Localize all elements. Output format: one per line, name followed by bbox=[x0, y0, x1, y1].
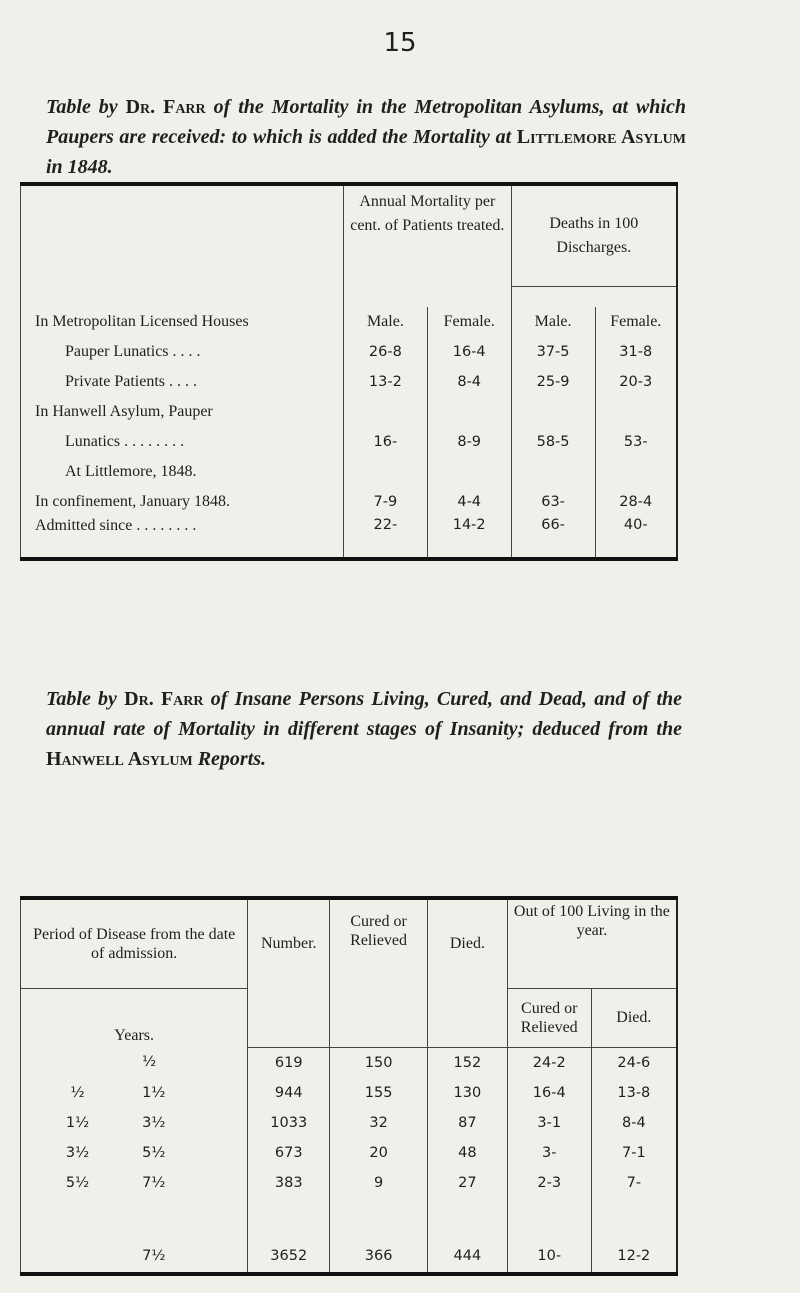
table2-title-part3: Reports. bbox=[192, 748, 267, 770]
cell-deaths-male: 58-5 bbox=[511, 427, 595, 457]
cell-pct-died: 24-6 bbox=[591, 1047, 677, 1078]
table1-title bbox=[46, 92, 686, 182]
cell-cured: 20 bbox=[330, 1138, 428, 1168]
table-row bbox=[21, 457, 678, 487]
cell-number: 619 bbox=[248, 1047, 330, 1078]
row-label: At Littlemore, 1848. bbox=[21, 457, 344, 487]
cell-pct-died: 7- bbox=[591, 1168, 677, 1198]
cell-total-pct-died: 12-2 bbox=[591, 1198, 677, 1274]
cell-died: 152 bbox=[428, 1047, 508, 1078]
row-label: In Hanwell Asylum, Pauper bbox=[21, 397, 344, 427]
col-male: Male. bbox=[344, 307, 428, 337]
cell-pct-died: 7-1 bbox=[591, 1138, 677, 1168]
cell-deaths-female: 31-8 bbox=[595, 337, 677, 367]
cell-to: 5½ bbox=[142, 1144, 166, 1161]
table2-title-part2: of Insane Persons Living, Cured, and Dead, and of the annual rate of Mortality in different stages of Insanity; deduced from the bbox=[46, 688, 682, 740]
cell-pct-cured: 16-4 bbox=[507, 1078, 591, 1108]
cell-from: 3½ bbox=[21, 1138, 135, 1168]
row-label: Admitted since . . . . . . . . bbox=[21, 517, 344, 559]
table-row bbox=[21, 1138, 678, 1168]
cell-deaths-male: 66- bbox=[511, 517, 595, 559]
cell-mort-female: 8-4 bbox=[427, 367, 511, 397]
cell-pct-died: 8-4 bbox=[591, 1108, 677, 1138]
subheader-cured: Cured or Relieved bbox=[507, 989, 591, 1048]
table-row bbox=[21, 427, 678, 457]
cell-from: 1½ bbox=[21, 1108, 135, 1138]
cell-died: 87 bbox=[428, 1108, 508, 1138]
cell-mort-female: 4-4 bbox=[427, 487, 511, 517]
cell-deaths-male: 37-5 bbox=[511, 337, 595, 367]
cell-total-number: 3652 bbox=[248, 1198, 330, 1274]
cell-pct-cured: 24-2 bbox=[507, 1047, 591, 1078]
cell-mort-male: 22- bbox=[344, 517, 428, 559]
cell-total-pct-cured: 10- bbox=[507, 1198, 591, 1274]
table-row bbox=[21, 397, 678, 427]
cell-cured: 9 bbox=[330, 1168, 428, 1198]
header-number: Number. bbox=[248, 898, 330, 1047]
page-number: 15 bbox=[383, 28, 417, 58]
table2-title-part1: Table by bbox=[46, 688, 125, 710]
col-female-deaths: Female. bbox=[595, 307, 677, 337]
cell-mort-female: 16-4 bbox=[427, 337, 511, 367]
cell-number: 673 bbox=[248, 1138, 330, 1168]
header-out-of-100: Out of 100 Living in the year. bbox=[507, 898, 677, 989]
cell-to: 7½ bbox=[142, 1174, 166, 1191]
cell-from: 5½ bbox=[21, 1168, 135, 1198]
table-row bbox=[21, 1047, 678, 1078]
header-annual-mortality: Annual Mortality per cent. of Patients treated. bbox=[344, 184, 512, 307]
cell-number: 383 bbox=[248, 1168, 330, 1198]
cell-to: 1½ bbox=[142, 1084, 166, 1101]
cell-died: 130 bbox=[428, 1078, 508, 1108]
cell-number: 1033 bbox=[248, 1108, 330, 1138]
table1-title-place: Littlemore Asylum bbox=[516, 126, 687, 148]
years-label: Years. bbox=[21, 989, 248, 1048]
table1-title-author: Dr. Farr bbox=[125, 96, 206, 118]
cell-mort-male: 13-2 bbox=[344, 367, 428, 397]
table1-title-part2: of the Mortality in the Metropolitan Asylums, at which Paupers are received: to which is added the Mortality at bbox=[46, 96, 686, 148]
cell-pct-cured: 3- bbox=[507, 1138, 591, 1168]
cell-deaths-male: 25-9 bbox=[511, 367, 595, 397]
row-label: Private Patients . . . . bbox=[21, 367, 344, 397]
row-header-label: In Metropolitan Licensed Houses bbox=[21, 307, 344, 337]
cell-from: ½ bbox=[21, 1078, 135, 1108]
table1-title-part1: Table by bbox=[46, 96, 126, 118]
row-label: In confinement, January 1848. bbox=[21, 487, 344, 517]
mortality-table bbox=[20, 182, 678, 561]
table-row bbox=[21, 1168, 678, 1198]
cell-died: 48 bbox=[428, 1138, 508, 1168]
cell-died: 27 bbox=[428, 1168, 508, 1198]
cell-mort-female: 8-9 bbox=[427, 427, 511, 457]
table-row bbox=[21, 487, 678, 517]
insanity-stages-table bbox=[20, 896, 678, 1276]
cell-to: 3½ bbox=[142, 1114, 166, 1131]
cell-total-cured: 366 bbox=[330, 1198, 428, 1274]
cell-total-died: 444 bbox=[428, 1198, 508, 1274]
row-label: Pauper Lunatics . . . . bbox=[21, 337, 344, 367]
table2-title bbox=[46, 684, 682, 774]
table-row bbox=[21, 367, 678, 397]
header-died: Died. bbox=[428, 898, 508, 1047]
cell-mort-male: 16- bbox=[344, 427, 428, 457]
cell-pct-died: 13-8 bbox=[591, 1078, 677, 1108]
cell-cured: 150 bbox=[330, 1047, 428, 1078]
cell-mort-male: 26-8 bbox=[344, 337, 428, 367]
row-label: Lunatics . . . . . . . . bbox=[21, 427, 344, 457]
table-row-total bbox=[21, 1198, 678, 1274]
col-female: Female. bbox=[427, 307, 511, 337]
cell-deaths-female: 40- bbox=[595, 517, 677, 559]
cell-mort-male: 7-9 bbox=[344, 487, 428, 517]
cell-deaths-female: 28-4 bbox=[595, 487, 677, 517]
cell-pct-cured: 3-1 bbox=[507, 1108, 591, 1138]
header-cured-relieved: Cured or Relieved bbox=[330, 898, 428, 1047]
cell-number: 944 bbox=[248, 1078, 330, 1108]
cell-cured: 32 bbox=[330, 1108, 428, 1138]
cell-pct-cured: 2-3 bbox=[507, 1168, 591, 1198]
cell-total-to: 7½ bbox=[142, 1247, 166, 1264]
cell-deaths-female: 53- bbox=[595, 427, 677, 457]
cell-deaths-male: 63- bbox=[511, 487, 595, 517]
cell-cured: 155 bbox=[330, 1078, 428, 1108]
cell-to: ½ bbox=[142, 1054, 157, 1071]
cell-from bbox=[21, 1047, 135, 1078]
table-row bbox=[21, 1108, 678, 1138]
table2-title-place: Hanwell Asylum bbox=[46, 748, 193, 770]
subheader-died: Died. bbox=[591, 989, 677, 1048]
header-deaths-in-100: Deaths in 100 Discharges. bbox=[511, 184, 677, 287]
col-male-deaths: Male. bbox=[511, 307, 595, 337]
header-period: Period of Disease from the date of admission. bbox=[21, 898, 248, 989]
table-row bbox=[21, 517, 678, 559]
cell-deaths-female: 20-3 bbox=[595, 367, 677, 397]
table-row bbox=[21, 337, 678, 367]
table1-title-part3: in 1848. bbox=[46, 156, 113, 178]
cell-mort-female: 14-2 bbox=[427, 517, 511, 559]
table2-title-author: Dr. Farr bbox=[124, 688, 204, 710]
table-row bbox=[21, 1078, 678, 1108]
table1-corner bbox=[21, 184, 344, 307]
